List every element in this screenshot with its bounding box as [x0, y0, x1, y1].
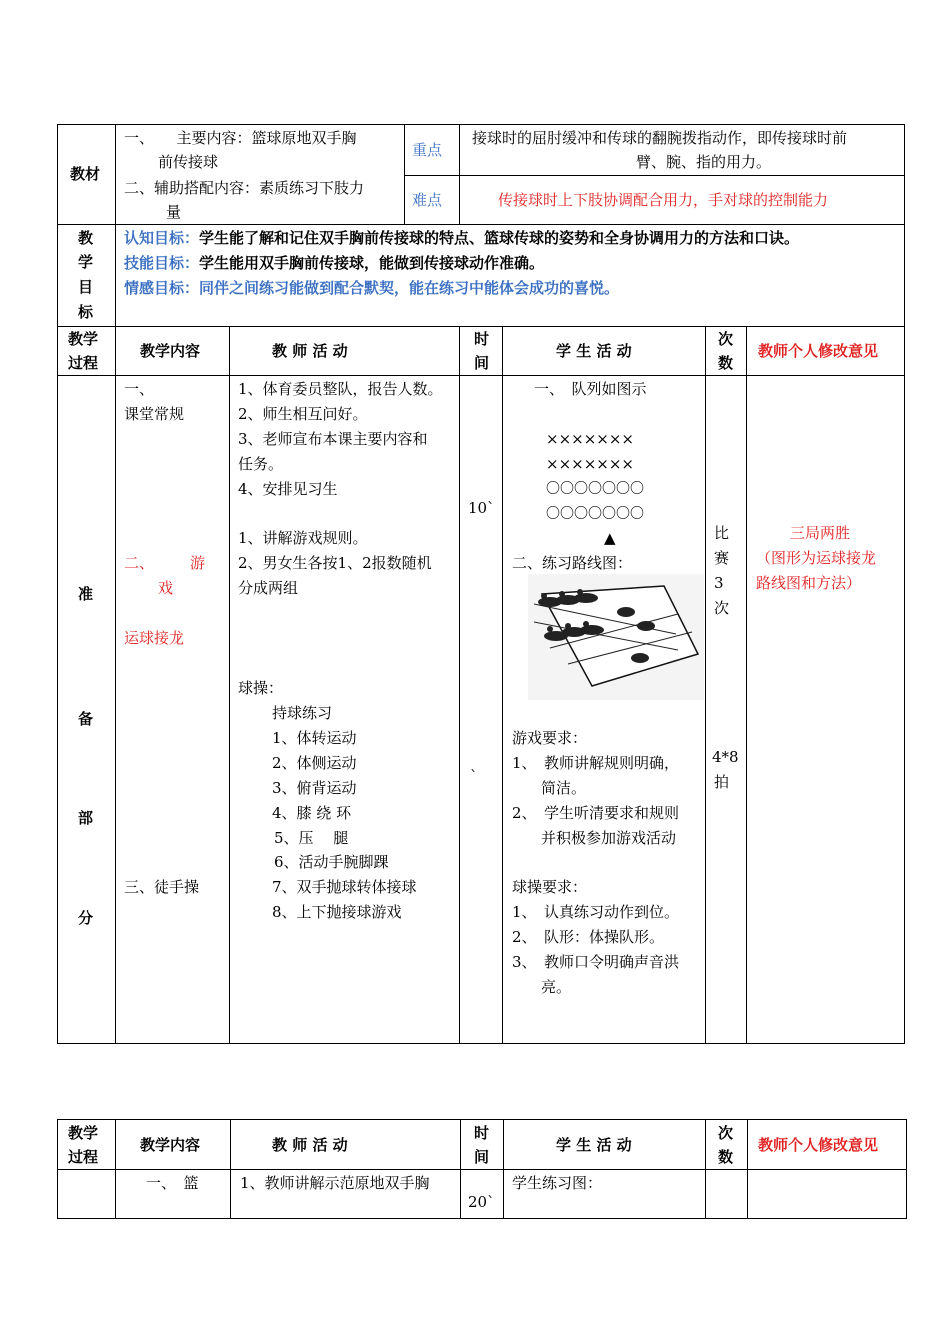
teacher-line: 1、讲解游戏规则。 [238, 529, 368, 547]
t2-time: 20` [468, 1193, 495, 1211]
formation-row-o1: 〇〇〇〇〇〇〇 [546, 481, 644, 497]
teacher-line: 7、双手抛球转体接球 [272, 878, 417, 896]
goal-skill-label: 技能目标： [124, 254, 200, 272]
main-content-line2: 前传接球 [158, 153, 219, 171]
header-process-l2: 过程 [68, 354, 99, 372]
goal-cognitive [124, 226, 799, 251]
teacher-line: 1、体育委员整队，报告人数。 [238, 380, 443, 398]
goal-label-1: 教 [78, 229, 94, 247]
content-2-sub: 运球接龙 [124, 629, 185, 647]
t2-header-content: 教学内容 [140, 1136, 201, 1154]
time-1: 10` [468, 499, 495, 517]
teacher-line: 8、上下抛接球游戏 [272, 903, 402, 921]
section-char-3: 部 [78, 809, 94, 827]
header-time-l2: 间 [474, 354, 490, 372]
teacher-line: 2、师生相互问好。 [238, 405, 368, 423]
t2-content: 一、 篮 [146, 1174, 199, 1192]
goal-skill-text: 学生能用双手胸前传接球，能做到传接球动作准确。 [199, 254, 545, 272]
aux-content-line2: 量 [166, 203, 182, 221]
ball-req-title: 球操要求： [512, 878, 588, 896]
count-char: 4*8 [712, 748, 739, 766]
section-char-2: 备 [78, 710, 94, 728]
count-char: 比 [714, 524, 730, 542]
teacher-line: 持球练习 [272, 704, 333, 722]
zhongdian-label: 重点 [412, 141, 443, 159]
nandian-text: 传接球时上下肢协调配合用力，手对球的控制能力 [498, 191, 829, 209]
teacher-line: 球操： [238, 679, 284, 697]
goal-label-2: 学 [78, 253, 94, 271]
teacher-line: 分成两组 [238, 579, 299, 597]
t2-header-time-l2: 间 [474, 1148, 490, 1166]
header-content: 教学内容 [140, 342, 201, 360]
section-char-1: 准 [78, 585, 94, 603]
dribble-relay-route-illustration [528, 574, 704, 700]
t2-header-teacher: 教 师 活 动 [272, 1136, 348, 1154]
t2-teacher: 1、教师讲解示范原地双手胸 [240, 1174, 430, 1192]
game-req-1a: 1、 教师讲解规则明确， [512, 754, 680, 772]
formation-row-o2: 〇〇〇〇〇〇〇 [546, 506, 644, 522]
aux-content-line1: 二、辅助搭配内容：素质练习下肢力 [124, 179, 365, 197]
zhongdian-line2: 臂、腕、指的用力。 [636, 153, 772, 171]
teacher-line: 3、俯背运动 [272, 779, 357, 797]
t2-header-count-l2: 数 [718, 1148, 734, 1166]
game-req-title: 游戏要求： [512, 729, 588, 747]
t2-student: 学生练习图： [512, 1174, 603, 1192]
section-char-4: 分 [78, 909, 94, 927]
goal-cognitive-label: 认知目标： [124, 229, 200, 247]
goal-cognitive-text: 学生能了解和记住双手胸前传接球的特点、篮球传球的姿势和全身协调用力的方法和口诀。 [199, 229, 800, 247]
ball-req-2: 2、 队形：体操队形。 [512, 928, 665, 946]
content-2-num: 二、 [124, 554, 155, 572]
teacher-line: 任务。 [238, 455, 284, 473]
goal-affective-label: 情感目标： [124, 279, 200, 297]
goal-affective [124, 276, 619, 301]
teacher-line: 2、男女生各按1、2报数随机 [238, 554, 432, 572]
content-3: 三、徒手操 [124, 878, 200, 896]
t2-header-student: 学 生 活 动 [556, 1136, 632, 1154]
goal-label-3: 目 [78, 278, 94, 296]
game-req-2b: 并积极参加游戏活动 [541, 829, 677, 847]
header-opinion: 教师个人修改意见 [758, 342, 879, 360]
count-char: 拍 [714, 773, 730, 791]
main-content-line1: 一、 主要内容：篮球原地双手胸 [124, 129, 357, 147]
header-teacher: 教 师 活 动 [272, 342, 348, 360]
ball-req-3b: 亮。 [541, 978, 572, 996]
header-process-l1: 教学 [68, 330, 99, 348]
formation-title: 一、 队列如图示 [534, 380, 647, 398]
nandian-label: 难点 [412, 191, 443, 209]
teacher-line: 2、体侧运动 [272, 754, 357, 772]
opinion-line1: 三局两胜 [790, 524, 851, 542]
teacher-position-icon: ▲ [604, 529, 616, 547]
content-2-word2: 戏 [158, 579, 174, 597]
header-count-l1: 次 [718, 330, 734, 348]
goal-skill [124, 251, 544, 276]
formation-row-x1: ××××××× [546, 430, 634, 448]
content-1-title: 课堂常规 [124, 405, 185, 423]
t2-header-process-l1: 教学 [68, 1124, 99, 1142]
time-2: ` [470, 767, 478, 785]
header-student: 学 生 活 动 [556, 342, 632, 360]
game-req-2a: 2、 学生听清要求和规则 [512, 804, 680, 822]
t2-header-count-l1: 次 [718, 1124, 734, 1142]
formation-row-x2: ××××××× [546, 455, 634, 473]
game-req-1b: 简洁。 [541, 779, 587, 797]
count-char: 次 [714, 599, 730, 617]
teacher-line: 3、老师宣布本课主要内容和 [238, 430, 428, 448]
teacher-line: 6、活动手腕脚踝 [274, 853, 389, 871]
content-1-num: 一、 [124, 380, 155, 398]
opinion-line2: （图形为运球接龙 [756, 549, 877, 567]
content-2-word1: 游 [190, 554, 206, 572]
jiaocai-label: 教材 [70, 165, 101, 183]
count-char: 赛 [714, 549, 730, 567]
opinion-line3: 路线图和方法） [756, 574, 862, 592]
header-time-l1: 时 [474, 330, 490, 348]
teacher-line: 4、安排见习生 [238, 480, 338, 498]
teacher-line: 4、膝 绕 环 [272, 804, 352, 822]
t2-header-process-l2: 过程 [68, 1148, 99, 1166]
t2-header-opinion: 教师个人修改意见 [758, 1136, 879, 1154]
teacher-line: 1、体转运动 [272, 729, 357, 747]
teacher-line: 5、压 腿 [274, 829, 349, 847]
route-title: 二、练习路线图： [512, 554, 633, 572]
zhongdian-line1: 接球时的屈肘缓冲和传球的翻腕拨指动作，即传接球时前 [472, 129, 848, 147]
t2-header-time-l1: 时 [474, 1124, 490, 1142]
goal-affective-text: 同伴之间练习能做到配合默契，能在练习中能体会成功的喜悦。 [199, 279, 620, 297]
header-count-l2: 数 [718, 354, 734, 372]
count-char: 3 [714, 574, 724, 592]
ball-req-3a: 3、 教师口令明确声音洪 [512, 953, 680, 971]
goal-label-4: 标 [78, 303, 94, 321]
ball-req-1: 1、 认真练习动作到位。 [512, 903, 680, 921]
